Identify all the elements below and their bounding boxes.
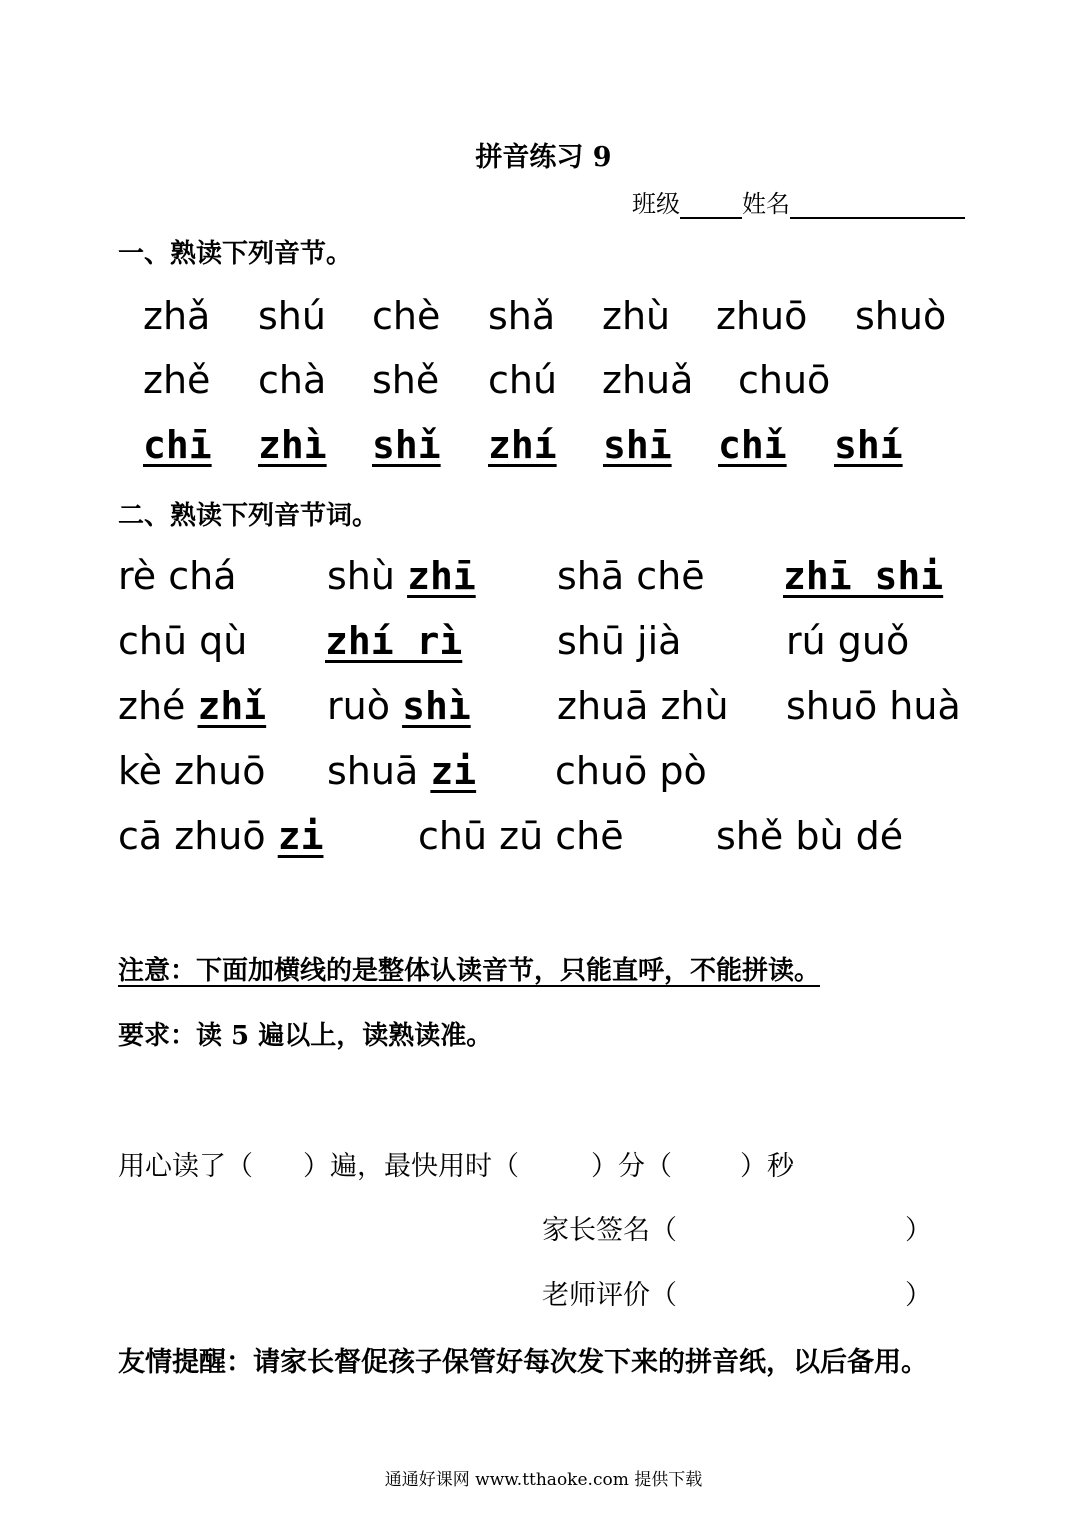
word: cā zhuō zi xyxy=(118,814,324,858)
syllable: zhǎ xyxy=(143,294,211,338)
word: chū zū chē xyxy=(418,814,624,858)
syllable: zhuō xyxy=(716,294,808,338)
whole-syllable: shī xyxy=(603,423,672,467)
word: chū qù xyxy=(118,619,248,663)
student-info xyxy=(632,184,965,219)
reading-record: 用心读了（ ）遍，最快用时（ ）分（ ）秒 xyxy=(118,1151,794,1182)
word: shū jià xyxy=(557,619,682,663)
teacher-evaluation: 老师评价（ ） xyxy=(542,1280,932,1311)
footer: 通通好课网 www.tthaoke.com 提供下载 xyxy=(384,1470,703,1490)
whole-syllable: zhì xyxy=(258,423,327,467)
syllable: shǎ xyxy=(488,294,556,338)
word: zhuā zhù xyxy=(557,684,729,728)
class-label: 班级 xyxy=(632,190,680,218)
syllable: chè xyxy=(372,294,441,338)
reminder: 友情提醒：请家长督促孩子保管好每次发下来的拼音纸，以后备用。 xyxy=(118,1347,928,1378)
syllable: zhuǎ xyxy=(602,358,694,402)
word: rè chá xyxy=(118,554,237,598)
whole-syllable: shí xyxy=(834,423,903,467)
word: shā chē xyxy=(557,554,705,598)
whole-syllable: chī xyxy=(143,423,212,467)
syllable: shě xyxy=(372,358,440,402)
syllable: chuō xyxy=(738,358,831,402)
whole-syllable: chǐ xyxy=(718,423,787,467)
name-blank xyxy=(790,193,965,219)
page-title: 拼音练习 9 xyxy=(475,142,612,173)
section2-heading: 二、熟读下列音节词。 xyxy=(118,501,379,531)
word: rú guǒ xyxy=(786,619,910,663)
section1-heading: 一、熟读下列音节。 xyxy=(118,239,353,269)
word: zhé zhǐ xyxy=(118,684,267,728)
word: chuō pò xyxy=(555,749,707,793)
word: shuā zi xyxy=(327,749,477,793)
word: ruò shì xyxy=(327,684,471,728)
word: kè zhuō xyxy=(118,749,266,793)
word: shě bù dé xyxy=(716,814,904,858)
syllable: zhě xyxy=(143,358,211,402)
requirement: 要求：读 5 遍以上，读熟读准。 xyxy=(118,1021,493,1051)
syllable: zhù xyxy=(602,294,671,338)
syllable: chà xyxy=(258,358,327,402)
syllable: shuò xyxy=(855,294,947,338)
word: zhī shi xyxy=(783,554,944,598)
parent-signature: 家长签名（ ） xyxy=(542,1215,932,1246)
whole-syllable: zhí xyxy=(488,423,557,467)
word: shuō huà xyxy=(786,684,961,728)
name-label: 姓名 xyxy=(742,190,790,218)
notice: 注意：下面加横线的是整体认读音节，只能直呼，不能拼读。 xyxy=(118,956,821,986)
whole-syllable: shǐ xyxy=(372,423,441,467)
syllable: chú xyxy=(488,358,558,402)
syllable: shú xyxy=(258,294,326,338)
word: shù zhī xyxy=(327,554,476,598)
class-blank xyxy=(680,193,742,219)
word: zhí rì xyxy=(325,619,463,663)
